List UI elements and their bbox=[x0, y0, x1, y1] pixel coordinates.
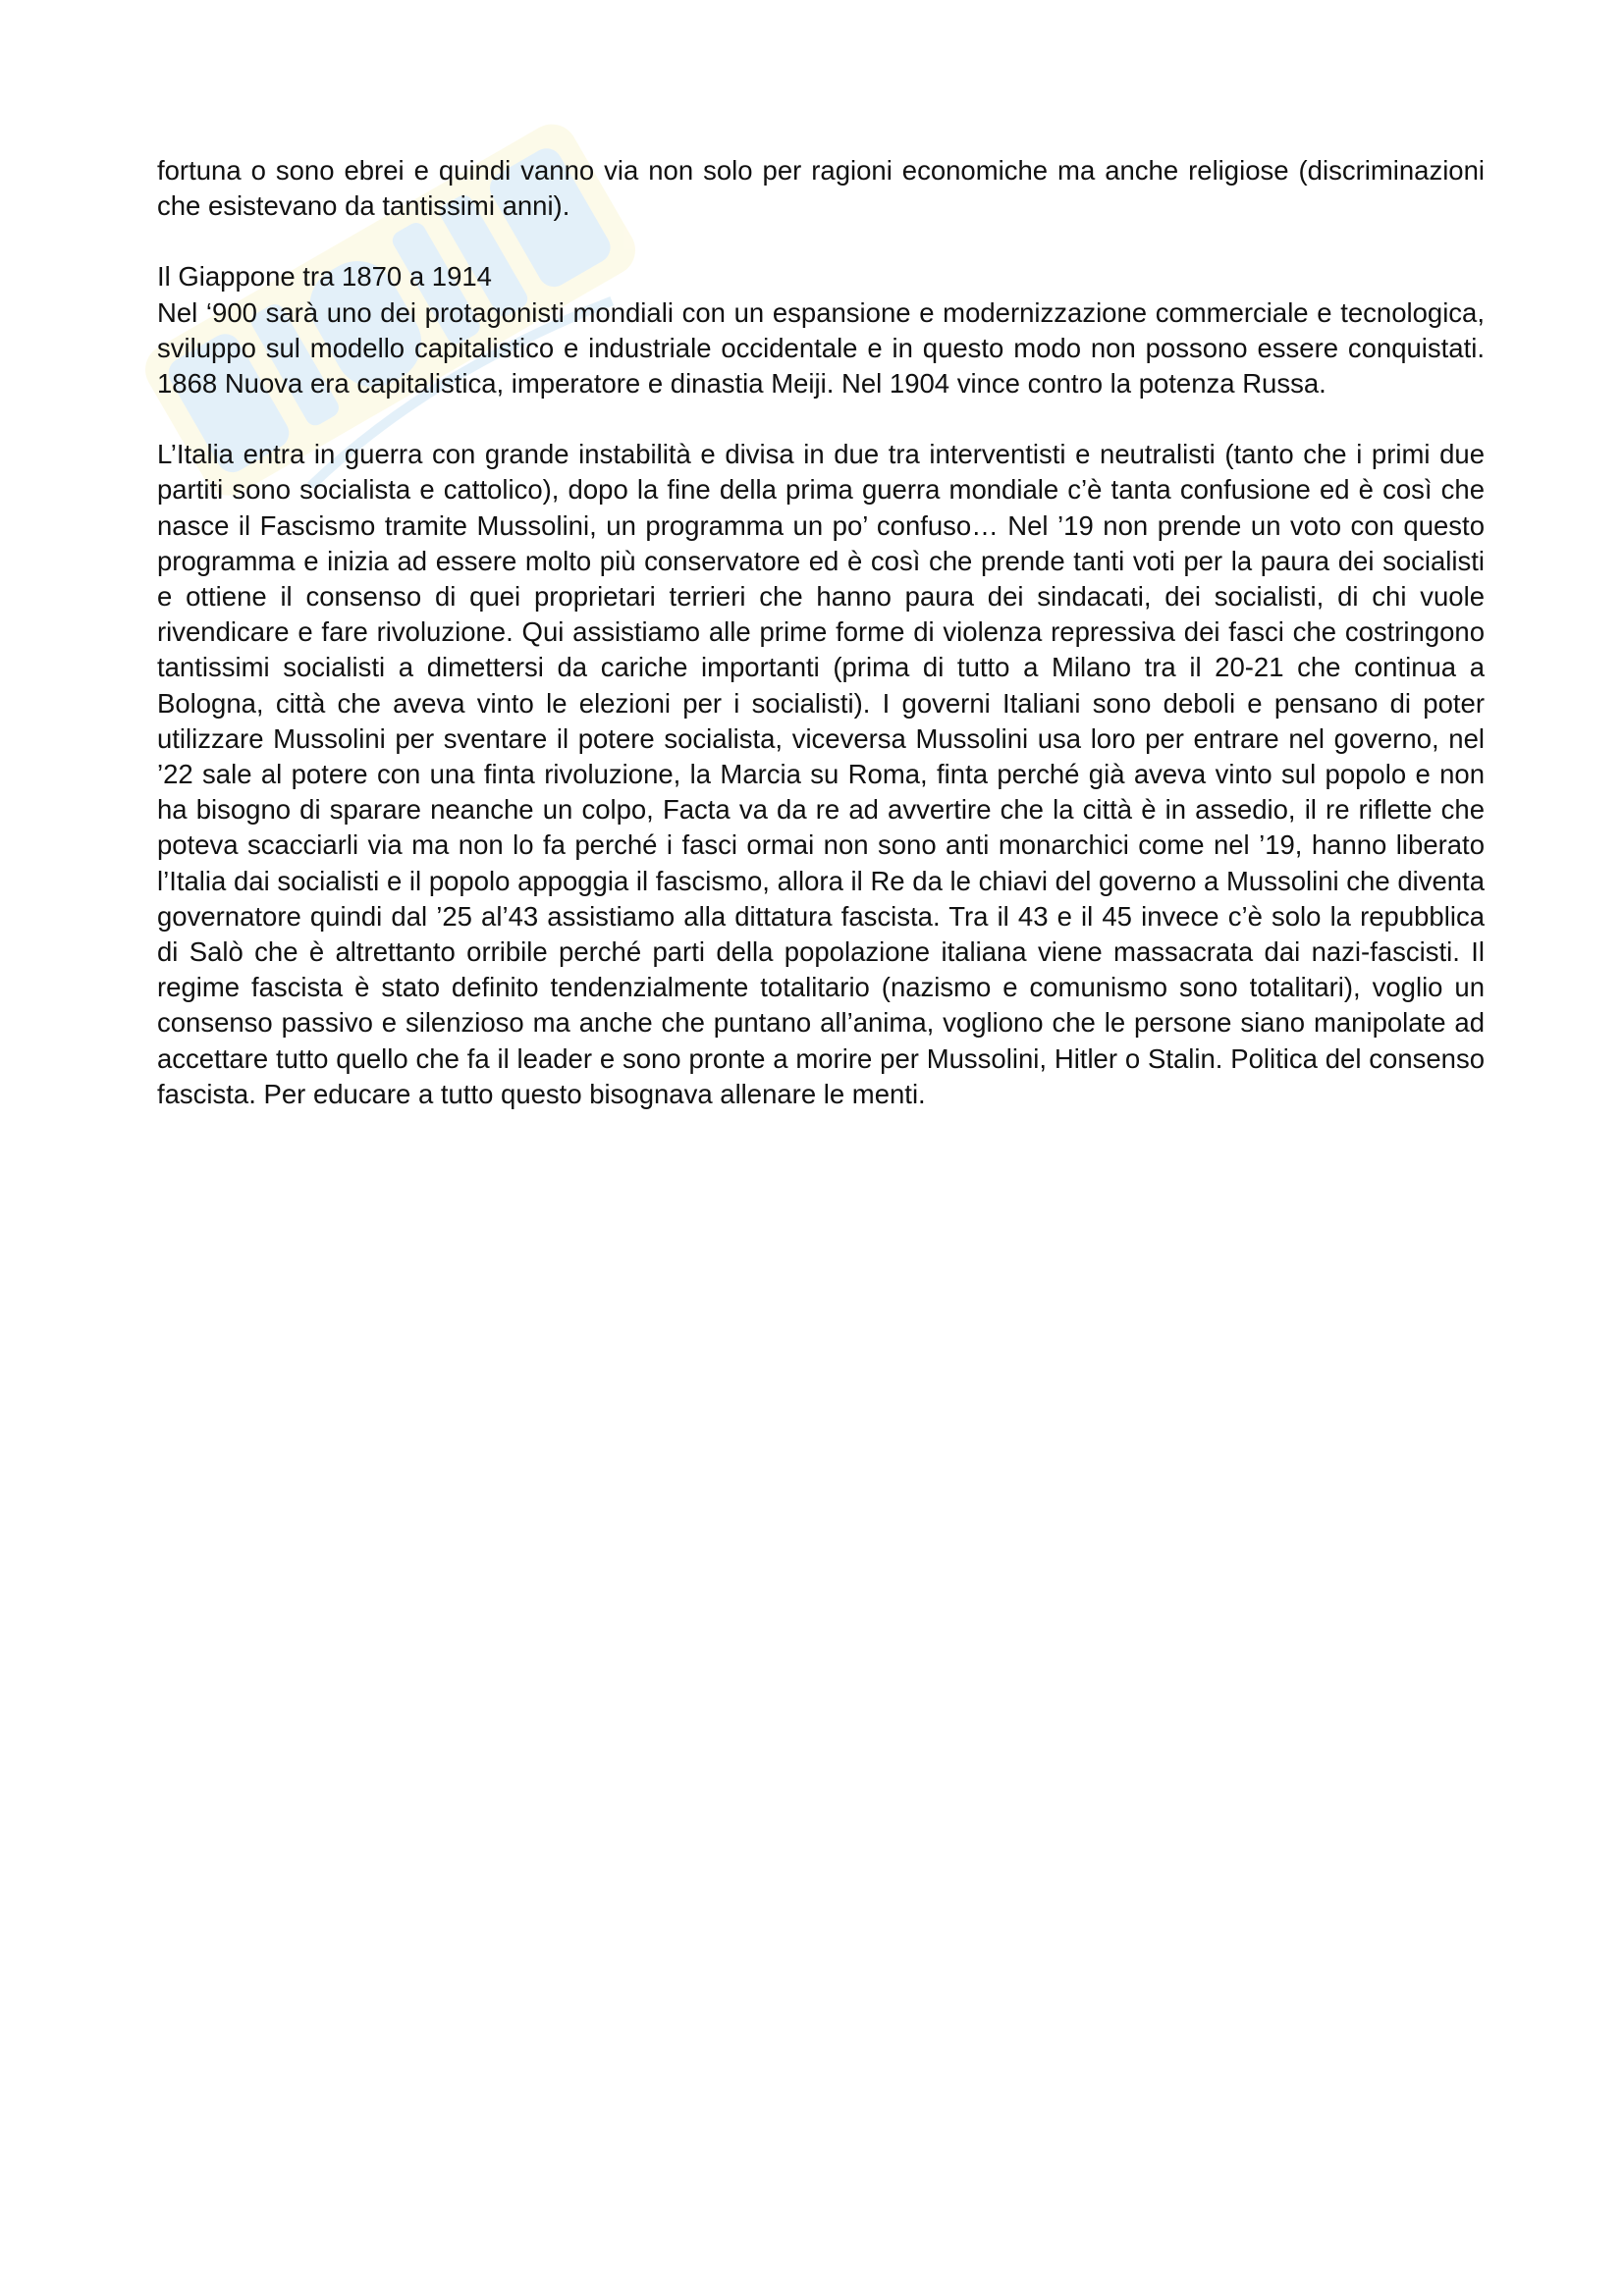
paragraph-italy: L’Italia entra in guerra con grande instabilità e divisa in due tra interventisti e neutralisti (tanto che i primi due partiti sono socialista e cattolico), dopo la fine della prima guerra mondiale c’è tanta confusione ed è così che nasce il Fascismo tramite Mussolini, un programma un po’ confuso… Nel ’19 non prende un voto con questo programma e inizia ad essere molto più conservatore ed è così che prende tanti voti per la paura dei socialisti e ottiene il consenso di quei proprietari terrieri che hanno paura dei sindacati, dei socialisti, di chi vuole rivendicare e fare rivoluzione. Qui assistiamo alle prime forme di violenza repressiva dei fasci che costringono tantissimi socialisti a dimettersi da cariche importanti (prima di tutto a Milano tra il 20-21 che continua a Bologna, città che aveva vinto le elezioni per i socialisti). I governi Italiani sono deboli e pensano di poter utilizzare Mussolini per sventare il potere socialista, viceversa Mussolini usa loro per entrare nel governo, nel ’22 sale al potere con una finta rivoluzione, la Marcia su Roma, finta perché già aveva vinto sul popolo e non ha bisogno di sparare neanche un colpo, Facta va da re ad avvertire che la città è in assedio, il re riflette che poteva scacciarli via ma non lo fa perché i fasci ormai non sono anti monarchici come nel ’19, hanno liberato l’Italia dai socialisti e il popolo appoggia il fascismo, allora il Re da le chiavi del governo a Mussolini che diventa governatore quindi dal ’25 al’43 assistiamo alla dittatura fascista. Tra il 43 e il 45 invece c’è solo la repubblica di Salò che è altrettanto orribile perché parti della popolazione italiana viene massacrata dai nazi-fascisti. Il regime fascista è stato definito tendenzialmente totalitario (nazismo e comunismo sono totalitari), voglio un consenso passivo e silenzioso ma anche che puntano all’anima, vogliono che le persone siano manipolate ad accettare tutto quello che fa il leader e sono pronte a morire per Mussolini, Hitler o Stalin. Politica del consenso fascista. Per educare a tutto questo bisognava allenare le menti. bbox=[157, 439, 1485, 1109]
paragraph-intro: fortuna o sono ebrei e quindi vanno via non solo per ragioni economiche ma anche religiose (discriminazioni che esistevano da tantissimi anni). bbox=[157, 155, 1485, 222]
document-body bbox=[157, 153, 1485, 1112]
paragraph-spacer bbox=[157, 401, 1485, 437]
paragraph-spacer bbox=[157, 224, 1485, 259]
section-heading-japan: Il Giappone tra 1870 a 1914 bbox=[157, 261, 492, 293]
paragraph-japan: Nel ‘900 sarà uno dei protagonisti mondiali con un espansione e modernizzazione commerciale e tecnologica, sviluppo sul modello capitalistico e industriale occidentale e in questo modo non possono essere conquistati. 1868 Nuova era capitalistica, imperatore e dinastia Meiji. Nel 1904 vince contro la potenza Russa. bbox=[157, 296, 1485, 400]
